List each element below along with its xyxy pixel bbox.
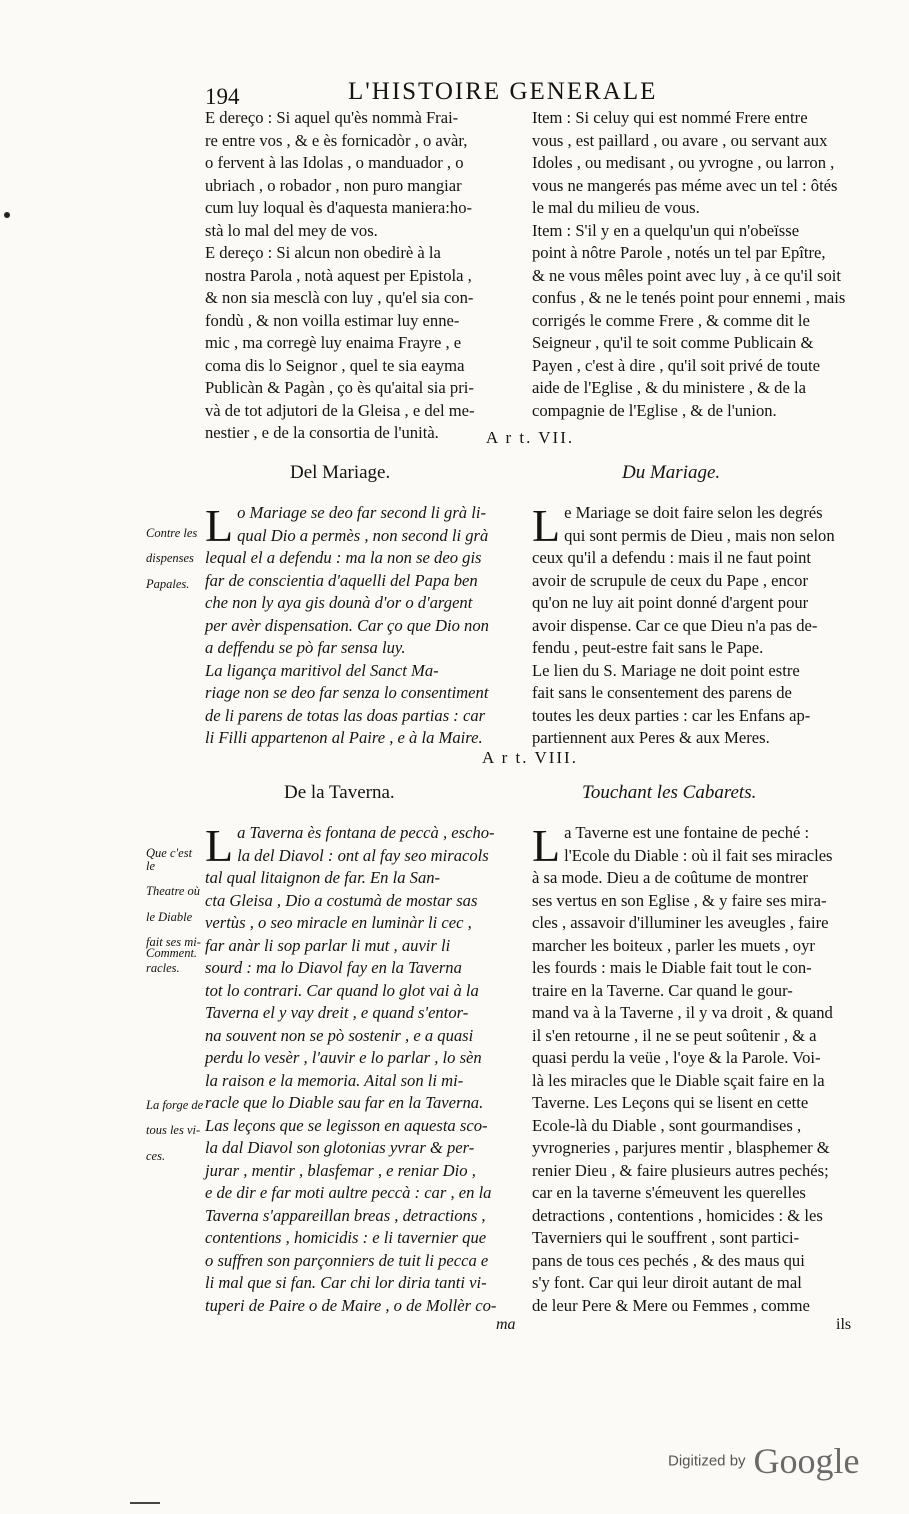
- text-line: far de conscientia d'aquelli del Papa ben: [205, 570, 478, 590]
- text-line: li Filli appartenon al Paire , e à la Maire.: [205, 728, 483, 747]
- text-line: il s'en retourne , il ne se peut soûtenir , & a: [532, 1025, 817, 1045]
- text-line: Idoles , ou medisant , ou yvrogne , ou larron ,: [532, 153, 835, 172]
- text-line: a deffendu se pò far sensa luy.: [205, 638, 406, 657]
- text-line: qu'on ne luy ait point donné d'argent pour: [532, 593, 809, 612]
- text-line: E dereço : Si aquel qu'ès nommà Frai-: [205, 108, 459, 127]
- text-line: fait sans le consentement des parens de: [532, 683, 792, 702]
- margin-note-comment: [146, 934, 204, 972]
- text-line: racle que lo Diable sau far en la Taverna.: [205, 1093, 484, 1112]
- text-line: à sa mode. Dieu a de coûtume de montrer: [532, 868, 809, 887]
- text-line: contentions , homicidis : e li tavernier que: [205, 1228, 487, 1247]
- text-line: point à nôtre Parole , notés un tel par Epître,: [532, 243, 826, 262]
- margin-note-dispenses: [146, 514, 204, 603]
- text-line: che non ly aya gis dounà d'or o d'argent: [205, 593, 473, 612]
- text-line: avoir de scrupule de ceux du Pape , encor: [532, 570, 808, 590]
- article-7-right-title: Du Mariage.: [622, 462, 721, 483]
- text-line: a Taverne est une fontaine de peché :: [564, 823, 810, 842]
- text-line: lequal el a defendu : ma la non se deo gis: [205, 548, 482, 567]
- text-line: yvrogneries , parjures mentir , blasphemer &: [532, 1138, 830, 1157]
- text-line: le Diable: [146, 909, 193, 924]
- text-line: ceux qu'il a defendu : mais il ne faut point: [532, 548, 812, 567]
- text-line: toutes les deux parties : car les Enfans ap-: [532, 705, 811, 725]
- text-line: avoir dispense. Car ce que Dieu n'a pas de-: [532, 615, 818, 635]
- top-left-text: [205, 107, 515, 445]
- text-line: Publicàn & Pagàn , ço ès qu'aital sia pri-: [205, 378, 474, 397]
- page-number: 194: [205, 84, 240, 109]
- article-8-right-text: [532, 822, 852, 1317]
- bottom-rule: [130, 1502, 160, 1504]
- text-line: Ecole-là du Diable , sont gourmandises ,: [532, 1115, 802, 1135]
- text-line: la dal Diavol son glotonias yvrar & per-: [205, 1138, 475, 1157]
- running-title: L'HISTOIRE GENERALE: [348, 78, 658, 105]
- article-7-heading: A r t. VII.: [485, 428, 575, 447]
- text-line: nestier , e de la consortia de l'unità.: [205, 423, 439, 442]
- margin-dot: [4, 212, 10, 218]
- google-logo: Google: [753, 1441, 860, 1481]
- text-line: Item : S'il y en a quelqu'un qui n'obeïsse: [532, 220, 800, 240]
- text-line: la raison e la memoria. Aital son li mi-: [205, 1070, 464, 1090]
- text-line: partiennent aux Peres & aux Meres.: [532, 728, 770, 747]
- text-line: le mal du milieu de vous.: [532, 198, 700, 217]
- text-line: stà lo mal del mey de vos.: [205, 220, 378, 240]
- text-line: a Taverna ès fontana de peccà , escho-: [237, 823, 495, 842]
- text-line: jurar , mentir , blasfemar , e reniar Dio ,: [205, 1160, 476, 1180]
- margin-note-forge: [146, 1086, 204, 1175]
- text-line: s'y font. Car qui leur diroit autant de mal: [532, 1273, 802, 1292]
- text-line: perdu lo vesèr , l'auvir e lo parlar , lo sèn: [205, 1048, 482, 1067]
- text-line: aide de l'Eglise , & du ministere , & de la: [532, 378, 806, 397]
- text-line: cta Gleisa , Dio a costumà de mostar sas: [205, 890, 478, 910]
- text-line: tous les vi-: [146, 1123, 201, 1137]
- text-line: coma dis lo Seignor , quel te sia eayma: [205, 355, 465, 375]
- article-8-left-title: De la Taverna.: [284, 782, 395, 803]
- text-line: ces.: [146, 1148, 166, 1163]
- text-line: vertùs , o seo miracle en luminàr li cec ,: [205, 913, 472, 932]
- text-line: Contre les: [146, 525, 198, 540]
- text-line: vous , est paillard , ou avare , ou servant aux: [532, 130, 828, 150]
- digitized-by-label: Digitized by: [668, 1452, 746, 1470]
- text-line: ses vertus en son Eglise , & y faire ses mira-: [532, 890, 827, 910]
- text-line: vous ne mangerés pas méme avec un tel : ôtés: [532, 175, 838, 195]
- text-line: tal qual litaignon de far. En la San-: [205, 868, 441, 887]
- text-line: tuperi de Paire o de Maire , o de Mollèr co-: [205, 1295, 497, 1315]
- article-7-left-text: [205, 502, 515, 750]
- text-line: Taverne. Les Leçons qui se lisent en cette: [532, 1093, 809, 1112]
- text-line: mic , ma corregè luy enaima Frayre , e: [205, 333, 462, 352]
- text-line: o fervent à las Idolas , o manduador , o: [205, 153, 464, 172]
- text-line: Las leçons que se legisson en aquesta sco-: [205, 1115, 488, 1135]
- text-line: sourd : ma lo Diavol fay en la Taverna: [205, 958, 462, 977]
- text-line: car en la taverne s'émeuvent les querelles: [532, 1183, 806, 1202]
- article-8-right-title: Touchant les Cabarets.: [582, 782, 757, 803]
- text-line: nostra Parola , notà aquest per Epistola ,: [205, 265, 472, 285]
- text-line: detractions , contentions , homicides : & les: [532, 1205, 823, 1225]
- digitized-by-watermark: [668, 1440, 860, 1482]
- text-line: far anàr li sop parlar li mut , auvir li: [205, 935, 451, 955]
- text-line: Le lien du S. Mariage ne doit point estre: [532, 660, 800, 680]
- text-line: Taverna s'appareillan breas , detractions ,: [205, 1205, 486, 1225]
- text-line: fondù , & non voilla estimar luy enne-: [205, 310, 460, 330]
- text-line: les fourds : mais le Diable fait tout le con-: [532, 958, 812, 977]
- text-line: renier Dieu , & faire plusieurs autres pechés;: [532, 1160, 829, 1180]
- text-line: mand va à la Taverne , il y va droit , & quand: [532, 1003, 833, 1022]
- text-line: confus , & ne le tenés point pour ennemi , mais: [532, 288, 846, 307]
- text-line: compagnie de l'Eglise , & de l'union.: [532, 400, 777, 420]
- text-line: e de dir e far moti aultre peccà : car , en la: [205, 1183, 492, 1202]
- left-catchword: ma: [496, 1316, 516, 1333]
- text-line: Taverniers qui le souffrent , sont partici-: [532, 1228, 800, 1247]
- text-line: corrigés le comme Frere , & comme dit le: [532, 310, 810, 330]
- text-line: re entre vos , & e ès fornicadòr , o avàr,: [205, 130, 468, 150]
- text-line: Comment.: [146, 945, 198, 960]
- text-line: cles , assavoir d'illuminer les aveugles , faire: [532, 913, 829, 932]
- text-line: E dereço : Si alcun non obedirè à la: [205, 243, 441, 262]
- text-line: pans de tous ces pechés , & des maus qui: [532, 1250, 805, 1270]
- text-line: fendu , peut-estre fait sans le Pape.: [532, 638, 764, 657]
- text-line: tot lo contrari. Car quand lo glot vai à la: [205, 980, 479, 1000]
- text-line: la del Diavol : ont al fay seo miracols: [237, 845, 489, 865]
- text-line: là les miracles que le Diable sçait faire en la: [532, 1070, 825, 1090]
- text-line: o Mariage se deo far second li grà li-: [237, 503, 486, 522]
- text-line: per avèr dispensation. Car ço que Dio non: [205, 615, 489, 635]
- text-line: l'Ecole du Diable : où il fait ses miracles: [564, 845, 833, 865]
- text-line: marcher les boiteux , parler les muets , oyr: [532, 935, 815, 955]
- text-line: & ne vous mêles point avec luy , à ce qu'il soit: [532, 265, 841, 285]
- text-line: cum luy loqual ès d'aquesta maniera:ho-: [205, 198, 473, 217]
- text-line: Theatre où: [146, 884, 201, 898]
- text-line: ubriach , o robador , non puro mangiar: [205, 175, 462, 195]
- article-8-left-text: [205, 822, 515, 1317]
- article-8-heading: A r t. VIII.: [482, 748, 578, 767]
- text-line: Taverna el y vay dreit , e quand s'entor-: [205, 1003, 469, 1022]
- text-line: e Mariage se doit faire selon les degrés: [564, 503, 823, 522]
- text-line: Que c'est le: [146, 845, 193, 873]
- text-line: de leur Pere & Mere ou Femmes , comme: [532, 1295, 810, 1315]
- text-line: dispenses: [146, 551, 194, 565]
- text-line: La ligança maritivol del Sanct Ma-: [205, 660, 439, 680]
- article-7-right-text: [532, 502, 852, 750]
- text-line: li mal que si fan. Car chi lor diria tanti vi-: [205, 1273, 487, 1292]
- text-line: qual Dio a permès , non second li grà: [237, 525, 489, 545]
- text-line: fait ses mi-: [146, 935, 201, 949]
- text-line: qui sont permis de Dieu , mais non selon: [564, 525, 835, 545]
- text-line: và de tot adjutori de la Gleisa , e del me-: [205, 400, 475, 420]
- top-right-text: [532, 107, 852, 422]
- text-line: Seigneur , qu'il te soit comme Publicain &: [532, 333, 814, 352]
- text-line: Payen , c'est à dire , qu'il soit privé de toute: [532, 355, 821, 375]
- text-line: de li parens de totas las doas partias : car: [205, 705, 486, 725]
- text-line: La forge de: [146, 1097, 204, 1112]
- text-line: Item : Si celuy qui est nommé Frere entre: [532, 108, 808, 127]
- text-line: & non sia mesclà con luy , qu'el sia con-: [205, 288, 474, 307]
- text-line: Papales.: [146, 576, 190, 591]
- drop-cap: L: [532, 820, 561, 871]
- right-catchword: ils: [836, 1316, 852, 1333]
- text-line: traire en la Taverne. Car quand le gour-: [532, 980, 793, 1000]
- drop-cap: L: [205, 820, 234, 871]
- text-line: na souvent non se pò sostenir , e a quasi: [205, 1025, 474, 1045]
- drop-cap: L: [532, 500, 561, 551]
- text-line: riage non se deo far senza lo consentiment: [205, 683, 489, 702]
- text-line: o suffren son parçonniers de tuit li pecca e: [205, 1250, 489, 1270]
- text-line: racles.: [146, 960, 180, 975]
- drop-cap: L: [205, 500, 234, 551]
- text-line: quasi perdu la veüe , l'oye & la Parole. Voi-: [532, 1048, 821, 1067]
- article-7-left-title: Del Mariage.: [290, 462, 391, 483]
